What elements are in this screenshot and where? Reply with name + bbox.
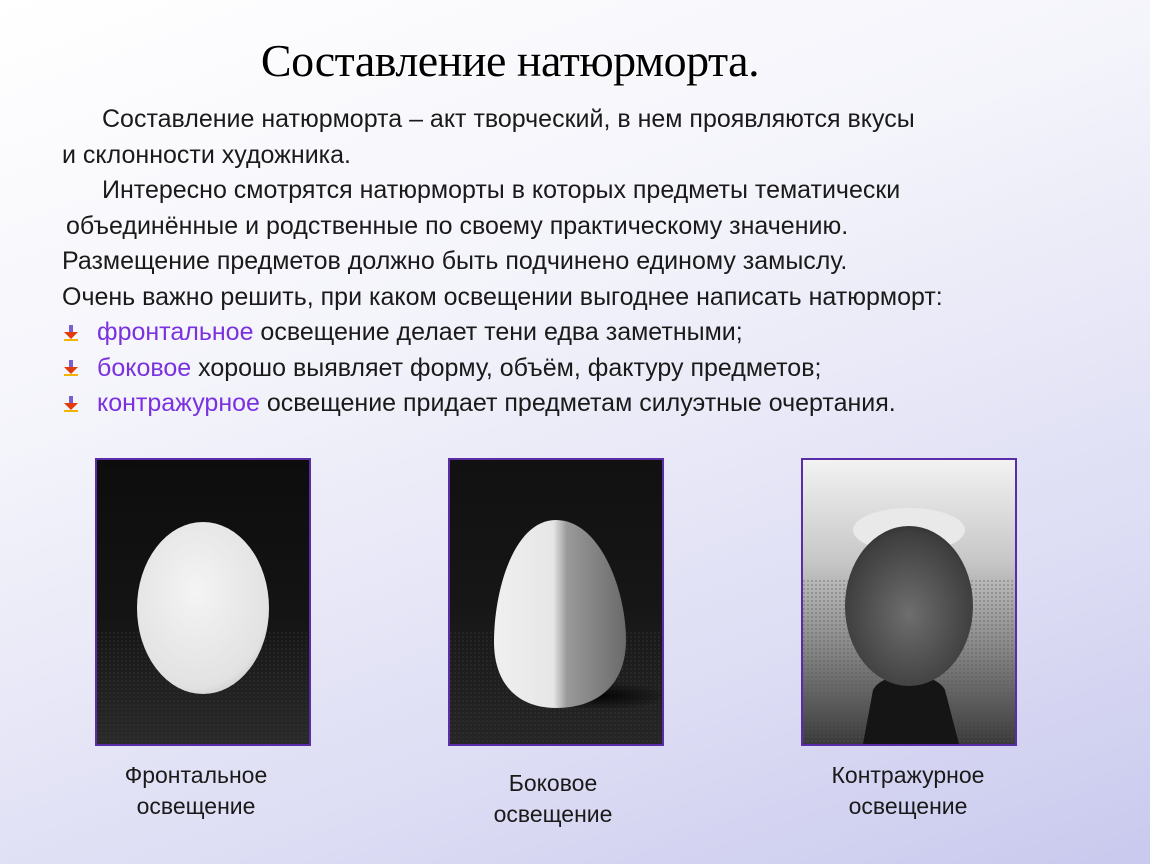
- photo-frontal-lighting: [95, 458, 311, 746]
- bullet-text: хорошо выявляет форму, объём, фактуру предметов;: [191, 353, 822, 382]
- paragraph-2-line-1: Интересно смотрятся натюрморты в которых предметы тематически: [102, 176, 901, 204]
- down-arrow-bullet-icon: [62, 359, 80, 377]
- bullet-item-side: [62, 351, 1122, 387]
- bullet-item-frontal: [62, 315, 1122, 351]
- paragraph-3: Размещение предметов должно быть подчинено единому замыслу.: [62, 247, 848, 275]
- photo-side-lighting: [448, 458, 664, 746]
- caption-line: Контражурное: [831, 762, 985, 788]
- slide-title: Составление натюрморта.: [260, 35, 760, 86]
- caption-line: Фронтальное: [124, 762, 268, 788]
- paragraph-2-line-2: объединённые и родственные по своему практическому значению.: [66, 211, 849, 240]
- caption-line: освещение: [136, 793, 256, 819]
- down-arrow-bullet-icon: [62, 395, 80, 413]
- bullet-highlight: контражурное: [97, 389, 260, 417]
- bullet-text: освещение придает предметам силуэтные очертания.: [259, 389, 896, 417]
- bullet-text: освещение делает тени едва заметными;: [253, 318, 743, 346]
- text-body: [62, 102, 1122, 422]
- caption-backlight: [778, 760, 1038, 822]
- bullet-highlight: фронтальное: [97, 318, 254, 346]
- caption-line: Боковое: [508, 770, 598, 796]
- caption-line: освещение: [848, 793, 968, 819]
- down-arrow-bullet-icon: [62, 324, 80, 342]
- bullet-highlight: боковое: [97, 353, 192, 382]
- photo-backlight: [801, 458, 1017, 746]
- caption-line: освещение: [493, 801, 613, 827]
- bullet-item-backlight: [62, 386, 1122, 422]
- paragraph-1-line-2: и склонности художника.: [62, 140, 351, 169]
- caption-side-lighting: [423, 768, 683, 830]
- caption-frontal-lighting: [66, 760, 326, 822]
- paragraph-4: Очень важно решить, при каком освещении выгоднее написать натюрморт:: [62, 282, 943, 311]
- paragraph-1-line-1: Составление натюрморта – акт творческий, в нем проявляются вкусы: [102, 105, 915, 133]
